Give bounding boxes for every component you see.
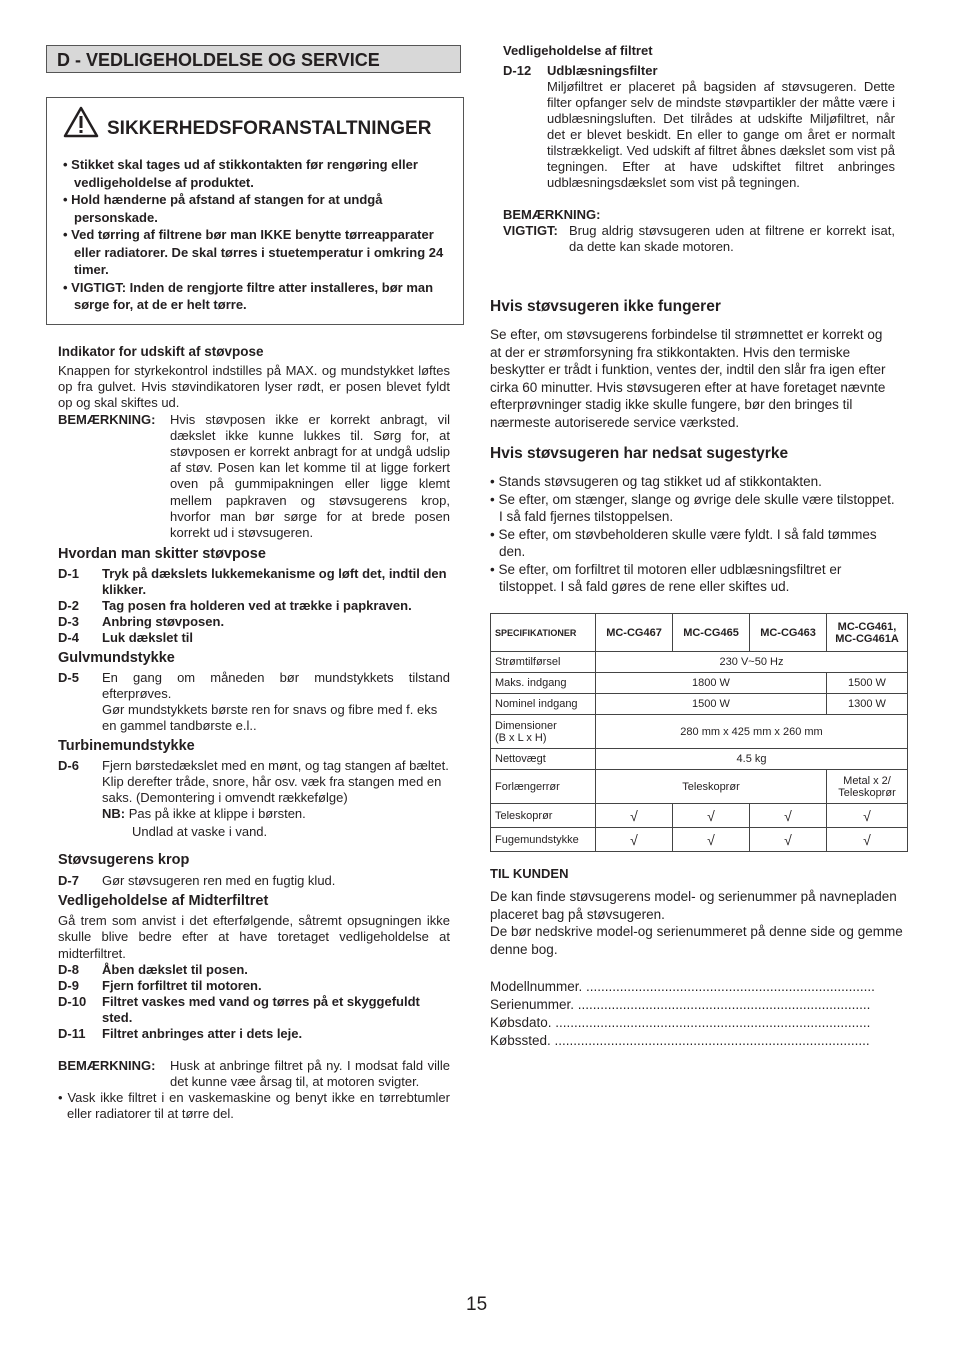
check-icon: √ (827, 804, 908, 828)
serial-number-line[interactable]: Serienummer. .............................................................................. (490, 997, 871, 1012)
filtret-vigtigt (503, 223, 895, 255)
step-text: Luk dækslet til (102, 630, 194, 646)
step-key: D-12 (503, 63, 532, 78)
step-text: Filtret anbringes atter i dets leje. (102, 1025, 303, 1041)
midter-note (58, 1058, 450, 1090)
step-text: Filtret vaskes med vand og tørres på et skyggefuldt sted. (102, 993, 420, 1025)
check-icon: √ (827, 828, 908, 852)
spec-header-line: MC-CG461, (837, 620, 897, 633)
safety-bullet: • Ved tørring af filtrene bør man IKKE benytte tørreapparater eller radiatorer. De skal tørres i stuetemperatur i omkring 24 timer. (63, 227, 444, 277)
spec-header-line: MC-CG461A (835, 632, 899, 645)
safety-bullets (63, 156, 448, 314)
check-icon: √ (673, 828, 750, 852)
spec-label (491, 715, 596, 749)
step-key: D-7 (58, 873, 79, 889)
turbine-text-2: Klip derefter tråde, snore, hår osv. væk fra stangen med en saks. (Demontering i omvendt rækkefølge) (102, 774, 442, 806)
note-text: Husk at anbringe filtret på ny. I modsat fald ville det kunne væe årsag til, at motoren svigter. (170, 1057, 450, 1090)
kunden-text-1: De kan finde støvsugerens model- og serienummer på navnepladen placeret bag på støvsugeren. (490, 889, 897, 922)
step-text: Tag posen fra holderen ved at trække i papkraven. (102, 598, 412, 614)
spec-label-line: (B x L x H) (495, 731, 547, 744)
nb-text-1: Pas på ikke at klippe i børsten. (128, 806, 306, 822)
spec-value-line: Teleskoprør (838, 786, 896, 799)
note-text: Hvis støvposen ikke er korrekt anbragt, vil dækslet ikke kunne lukkes til. Sørg for, at støvposen er korrekt anbragt for at undgå udslip af støv. Posen kan let komme til at ligge forkert oven på gummipakningen eller ligge klemt mellem papkraven og støvsugerens krop, hvorfor man bør sørge for at brede posen korrekt ud i støvsugeren. (170, 411, 450, 541)
spec-value: Teleskoprør (596, 770, 827, 804)
step-key: D-9 (58, 977, 79, 993)
filtret-heading: Vedligeholdelse af filtret (503, 43, 653, 58)
kunden-text-2: De bør nedskrive model-og serienummeret på denne side og gemme denne bog. (490, 924, 903, 957)
filtret-subheading: Udblæsningsfilter (547, 63, 658, 78)
step-text: Anbring støvposen. (102, 614, 225, 630)
safety-title: SIKKERHEDSFORANSTALTNINGER (107, 118, 432, 139)
spec-value: 1500 W (827, 673, 908, 694)
filtret-text: Miljøfiltret er placeret på bagsiden af støvsugeren. Dette filter opfanger selv de mindste støvpartikler der måtte være i udblæsningsluften. Det tilrådes at udskifte Miljøfiltret, når det er blevet beskidt. En eller to gange om året er normalt tilstrækkeligt. Ved udskift af filtret åbnes dækslet som vist på tegningen. Efter at have udskiftet filtret anbringes udblæsningsdækslet som vist på tegningen. (547, 79, 895, 190)
warning-icon (63, 106, 99, 138)
spec-label: Fugemundstykke (491, 828, 596, 852)
kunden-fields (490, 978, 905, 1050)
check-icon: √ (750, 804, 827, 828)
note-label: BEMÆRKNING: (58, 411, 156, 427)
indikator-text: Knappen for styrkekontrol indstilles på MAX. og mundstykket løftes op fra gulvet. Hvis støvindikatoren lyser rødt, er posen blevet fyldt op og skal skiftes ud. (58, 363, 450, 411)
spec-header-cell: SPECIFIKATIONER (491, 614, 596, 652)
nedsat-bullet: • Se efter, om stænger, slange og øvrige dele skulle være tilstoppet. I så fald fjernes tilstoppelsen. (490, 491, 895, 524)
check-icon: √ (673, 804, 750, 828)
step-key: D-6 (58, 758, 79, 774)
spec-value (827, 770, 908, 804)
step-key: D-4 (58, 630, 79, 646)
spec-value: 1800 W (596, 673, 827, 694)
ikke-fungerer-section (490, 298, 895, 596)
skift-heading: Hvordan man skitter støvpose (58, 546, 266, 563)
step-text: Fjern forfiltret til motoren. (102, 977, 262, 993)
midter-heading: Vedligeholdelse af Midterfiltret (58, 893, 269, 910)
step-key: D-10 (58, 993, 87, 1009)
spec-header-cell: MC-CG465 (673, 614, 750, 652)
spec-value-line: Metal x 2/ (843, 774, 891, 787)
spec-header-cell: MC-CG463 (750, 614, 827, 652)
spec-label: Teleskoprør (491, 804, 596, 828)
spec-label: Strømtilførsel (491, 652, 596, 673)
nedsat-bullet: • Stands støvsugeren og tag stikket ud af stikkontakten. (490, 474, 822, 489)
spec-label: Nettovægt (491, 749, 596, 770)
nb-label: NB: (102, 806, 126, 822)
safety-box (46, 97, 464, 325)
step-text: Tryk på dækslets lukkemekanisme og løft det, indtil den klikker. (102, 566, 447, 598)
spec-label-line: Dimensioner (495, 719, 557, 732)
nedsat-bullet: • Se efter, om støvbeholderen skulle være fyldt. I så fald tømmes den. (490, 526, 877, 559)
note-label: BEMÆRKNING: (58, 1057, 156, 1073)
nb-text-2: Undlad at vaske i vand. (132, 824, 268, 840)
vigtigt-label: VIGTIGT: (503, 223, 558, 239)
step-key: D-2 (58, 598, 79, 614)
spec-value: 4.5 kg (596, 749, 908, 770)
safety-bullet: • Hold hænderne på afstand af stangen for at undgå personskade. (63, 192, 383, 225)
spec-value: 1500 W (596, 694, 827, 715)
nedsat-bullets (490, 473, 895, 596)
spec-table (490, 613, 908, 852)
spec-value: 1300 W (827, 694, 908, 715)
indikator-heading: Indikator for udskift af støvpose (58, 344, 264, 359)
spec-header-cell (827, 614, 908, 652)
spec-value: 230 V~50 Hz (596, 652, 908, 673)
check-icon: √ (750, 828, 827, 852)
krop-heading: Støvsugerens krop (58, 852, 190, 869)
midter-text: Gå trem som anvist i det efterfølgende, såtremt opsugningen ikke skulle blive bedre efter at have toretaget vedligeholdelse at midterfiltret. (58, 913, 450, 961)
check-icon: √ (596, 828, 673, 852)
spec-label: Maks. indgang (491, 673, 596, 694)
purchase-place-line[interactable]: Købssted. .................................................................................... (490, 1033, 870, 1048)
step-key: D-8 (58, 961, 79, 977)
vigtigt-text: Brug aldrig støvsugeren uden at filtrene er korrekt isat, da dette kan skade motoren. (569, 223, 895, 255)
step-text: Åben dækslet til posen. (102, 961, 248, 977)
kunden-heading: TIL KUNDEN (490, 866, 569, 881)
filtret-note-label: BEMÆRKNING: (503, 207, 601, 222)
ikke-fungerer-heading: Hvis støvsugeren ikke fungerer (490, 298, 721, 315)
gulv-text-1: En gang om måneden bør mundstykkets tilstand efterprøves. (102, 670, 450, 702)
step-key: D-1 (58, 566, 79, 582)
filtret-section (503, 43, 895, 256)
spec-label: Nominel indgang (491, 694, 596, 715)
section-title: D - VEDLIGEHOLDELSE OG SERVICE (46, 45, 461, 73)
spec-header-cell: MC-CG467 (596, 614, 673, 652)
safety-bullet: • Stikket skal tages ud af stikkontakten før rengøring eller vedligeholdelse af produktet. (63, 157, 418, 190)
gulv-heading: Gulvmundstykke (58, 650, 175, 667)
model-number-line[interactable]: Modellnummer. ............................................................................. (490, 979, 875, 994)
skift-steps (58, 566, 450, 646)
safety-bullet: • VIGTIGT: Inden de rengjorte filtre atter installeres, bør man sørge for, at de er helt tørre. (63, 279, 434, 312)
page-number: 15 (466, 1294, 488, 1315)
step-key: D-11 (58, 1025, 86, 1041)
left-column (58, 344, 450, 1123)
kunden-section (490, 866, 905, 1050)
spec-value: 280 mm x 425 mm x 260 mm (596, 715, 908, 749)
nedsat-heading: Hvis støvsugeren har nedsat sugestyrke (490, 445, 789, 462)
check-icon: √ (596, 804, 673, 828)
indikator-note (58, 412, 450, 542)
turbine-text-1: Fjern børstedækslet med en mønt, og tag stangen af bæltet. (102, 758, 449, 774)
spec-label: Forlængerrør (491, 770, 596, 804)
nedsat-bullet: • Se efter, om forfiltret til motoren eller udblæsningsfiltret er tilstoppet. I så fald gøres de rene eller skiftes ud. (490, 561, 842, 594)
gulv-text-2: Gør mundstykkets børste ren for snavs og fibre med f. eks en gammel tandbørste e.l.. (102, 702, 438, 734)
ikke-fungerer-text: Se efter, om støvsugerens forbindelse til strømnettet er korrekt og at der er strømforsyning fra stikkontakten. Hvis den termiske beskytter er trådt i funktion, ventes der, indtil den slår fra igen efter cirka 60 minutter. Hvis støvsugeren efter at have foretaget nævnte efterprøvninger stadig ikke skulle fungere, bør den bringes til nærmeste autoriserede service værksted. (490, 327, 886, 430)
step-key: D-5 (58, 670, 79, 686)
step-key: D-3 (58, 614, 79, 630)
krop-text: Gør støvsugeren ren med en fugtig klud. (102, 873, 336, 889)
midter-steps (58, 962, 450, 1042)
midter-bullet: • Vask ikke filtret i en vaskemaskine og benyt ikke en tørrebtumler eller radiatorer til at tørre del. (58, 1090, 450, 1122)
purchase-date-line[interactable]: Købsdato. .................................................................................... (490, 1015, 871, 1030)
turbine-heading: Turbinemundstykke (58, 738, 195, 755)
